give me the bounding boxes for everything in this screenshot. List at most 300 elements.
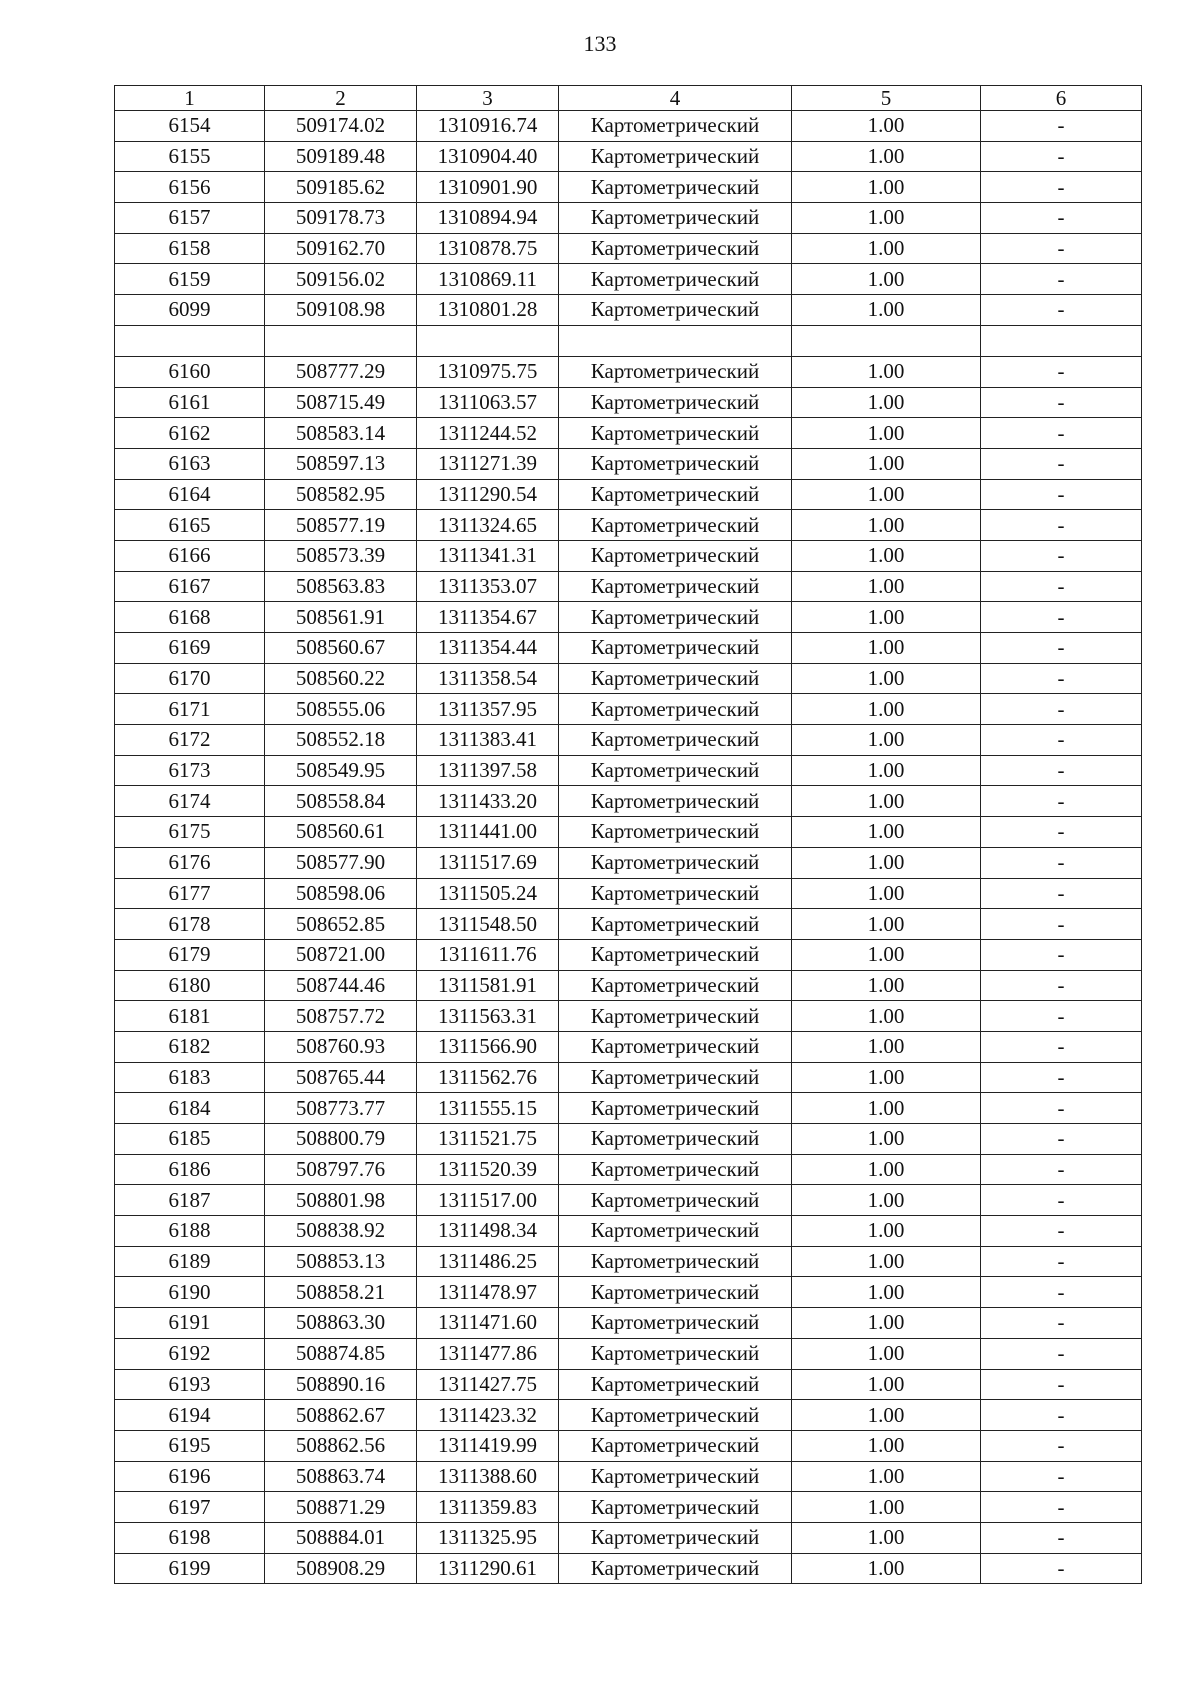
y-coordinate-cell: 1311358.54 bbox=[417, 663, 559, 694]
point-number-cell: 6163 bbox=[115, 448, 265, 479]
x-coordinate-cell: 508549.95 bbox=[265, 755, 417, 786]
x-coordinate-cell: 508582.95 bbox=[265, 479, 417, 510]
y-coordinate-cell: 1310894.94 bbox=[417, 203, 559, 234]
point-number-cell: 6195 bbox=[115, 1430, 265, 1461]
point-number-cell: 6175 bbox=[115, 817, 265, 848]
description-cell: - bbox=[981, 1185, 1142, 1216]
x-coordinate-cell: 508598.06 bbox=[265, 878, 417, 909]
method-cell: Картометрический bbox=[559, 356, 792, 387]
y-coordinate-cell: 1311471.60 bbox=[417, 1308, 559, 1339]
description-cell: - bbox=[981, 1461, 1142, 1492]
table-row bbox=[115, 1400, 1142, 1431]
table-row bbox=[115, 1062, 1142, 1093]
x-coordinate-cell: 508863.74 bbox=[265, 1461, 417, 1492]
table-row bbox=[115, 663, 1142, 694]
x-coordinate-cell: 508777.29 bbox=[265, 356, 417, 387]
x-coordinate-cell: 509174.02 bbox=[265, 111, 417, 142]
method-cell: Картометрический bbox=[559, 1522, 792, 1553]
y-coordinate-cell: 1311427.75 bbox=[417, 1369, 559, 1400]
x-coordinate-cell: 509178.73 bbox=[265, 203, 417, 234]
table-row bbox=[115, 1492, 1142, 1523]
accuracy-cell: 1.00 bbox=[792, 847, 981, 878]
table-row bbox=[115, 172, 1142, 203]
table-row bbox=[115, 1430, 1142, 1461]
point-number-cell: 6165 bbox=[115, 510, 265, 541]
description-cell: - bbox=[981, 233, 1142, 264]
point-number-cell: 6198 bbox=[115, 1522, 265, 1553]
accuracy-cell: 1.00 bbox=[792, 295, 981, 326]
y-coordinate-cell: 1311611.76 bbox=[417, 939, 559, 970]
x-coordinate-cell: 508577.19 bbox=[265, 510, 417, 541]
table-row bbox=[115, 1308, 1142, 1339]
accuracy-cell: 1.00 bbox=[792, 1338, 981, 1369]
method-cell: Картометрический bbox=[559, 909, 792, 940]
method-cell: Картометрический bbox=[559, 1461, 792, 1492]
point-number-cell: 6184 bbox=[115, 1093, 265, 1124]
accuracy-cell: 1.00 bbox=[792, 1308, 981, 1339]
y-coordinate-cell: 1310975.75 bbox=[417, 356, 559, 387]
y-coordinate-cell: 1311517.00 bbox=[417, 1185, 559, 1216]
accuracy-cell: 1.00 bbox=[792, 540, 981, 571]
header-row bbox=[115, 86, 1142, 111]
y-coordinate-cell: 1311433.20 bbox=[417, 786, 559, 817]
point-number-cell: 6157 bbox=[115, 203, 265, 234]
point-number-cell: 6179 bbox=[115, 939, 265, 970]
table-row bbox=[115, 1093, 1142, 1124]
accuracy-cell: 1.00 bbox=[792, 786, 981, 817]
description-cell: - bbox=[981, 1124, 1142, 1155]
description-cell: - bbox=[981, 1062, 1142, 1093]
accuracy-cell: 1.00 bbox=[792, 1430, 981, 1461]
description-cell: - bbox=[981, 1553, 1142, 1584]
column-header-3: 3 bbox=[417, 86, 559, 111]
accuracy-cell: 1.00 bbox=[792, 1216, 981, 1247]
table-row bbox=[115, 295, 1142, 326]
x-coordinate-cell: 508597.13 bbox=[265, 448, 417, 479]
description-cell: - bbox=[981, 786, 1142, 817]
point-number-cell: 6161 bbox=[115, 387, 265, 418]
x-coordinate-cell: 509185.62 bbox=[265, 172, 417, 203]
method-cell bbox=[559, 325, 792, 356]
x-coordinate-cell: 508862.56 bbox=[265, 1430, 417, 1461]
x-coordinate-cell: 508765.44 bbox=[265, 1062, 417, 1093]
y-coordinate-cell: 1311555.15 bbox=[417, 1093, 559, 1124]
table-row bbox=[115, 817, 1142, 848]
accuracy-cell: 1.00 bbox=[792, 755, 981, 786]
table-row bbox=[115, 847, 1142, 878]
table-row bbox=[115, 141, 1142, 172]
point-number-cell: 6193 bbox=[115, 1369, 265, 1400]
accuracy-cell: 1.00 bbox=[792, 387, 981, 418]
method-cell: Картометрический bbox=[559, 755, 792, 786]
accuracy-cell: 1.00 bbox=[792, 939, 981, 970]
table-row bbox=[115, 909, 1142, 940]
y-coordinate-cell: 1311566.90 bbox=[417, 1031, 559, 1062]
description-cell: - bbox=[981, 1246, 1142, 1277]
x-coordinate-cell: 508862.67 bbox=[265, 1400, 417, 1431]
accuracy-cell: 1.00 bbox=[792, 141, 981, 172]
method-cell: Картометрический bbox=[559, 1246, 792, 1277]
accuracy-cell: 1.00 bbox=[792, 1093, 981, 1124]
description-cell: - bbox=[981, 1338, 1142, 1369]
y-coordinate-cell: 1311563.31 bbox=[417, 1001, 559, 1032]
point-number-cell: 6167 bbox=[115, 571, 265, 602]
description-cell: - bbox=[981, 1001, 1142, 1032]
y-coordinate-cell: 1310869.11 bbox=[417, 264, 559, 295]
accuracy-cell: 1.00 bbox=[792, 1369, 981, 1400]
table-row bbox=[115, 203, 1142, 234]
description-cell: - bbox=[981, 448, 1142, 479]
description-cell: - bbox=[981, 1308, 1142, 1339]
table-row bbox=[115, 878, 1142, 909]
description-cell: - bbox=[981, 141, 1142, 172]
x-coordinate-cell: 509156.02 bbox=[265, 264, 417, 295]
table-row bbox=[115, 571, 1142, 602]
point-number-cell: 6183 bbox=[115, 1062, 265, 1093]
method-cell: Картометрический bbox=[559, 1553, 792, 1584]
method-cell: Картометрический bbox=[559, 510, 792, 541]
y-coordinate-cell: 1310904.40 bbox=[417, 141, 559, 172]
accuracy-cell: 1.00 bbox=[792, 878, 981, 909]
description-cell: - bbox=[981, 939, 1142, 970]
y-coordinate-cell: 1311505.24 bbox=[417, 878, 559, 909]
x-coordinate-cell: 508760.93 bbox=[265, 1031, 417, 1062]
method-cell: Картометрический bbox=[559, 1369, 792, 1400]
point-number-cell: 6099 bbox=[115, 295, 265, 326]
method-cell: Картометрический bbox=[559, 633, 792, 664]
coordinates-table bbox=[114, 85, 1142, 1584]
x-coordinate-cell: 508858.21 bbox=[265, 1277, 417, 1308]
method-cell: Картометрический bbox=[559, 1308, 792, 1339]
point-number-cell: 6177 bbox=[115, 878, 265, 909]
point-number-cell: 6162 bbox=[115, 418, 265, 449]
point-number-cell: 6199 bbox=[115, 1553, 265, 1584]
description-cell: - bbox=[981, 1093, 1142, 1124]
method-cell: Картометрический bbox=[559, 602, 792, 633]
point-number-cell: 6160 bbox=[115, 356, 265, 387]
table-row bbox=[115, 479, 1142, 510]
accuracy-cell: 1.00 bbox=[792, 1522, 981, 1553]
y-coordinate-cell: 1311486.25 bbox=[417, 1246, 559, 1277]
description-cell: - bbox=[981, 909, 1142, 940]
point-number-cell: 6191 bbox=[115, 1308, 265, 1339]
y-coordinate-cell: 1311521.75 bbox=[417, 1124, 559, 1155]
accuracy-cell: 1.00 bbox=[792, 203, 981, 234]
table-row bbox=[115, 1277, 1142, 1308]
x-coordinate-cell: 508563.83 bbox=[265, 571, 417, 602]
method-cell: Картометрический bbox=[559, 571, 792, 602]
table-body bbox=[115, 111, 1142, 1584]
method-cell: Картометрический bbox=[559, 1492, 792, 1523]
description-cell: - bbox=[981, 1031, 1142, 1062]
y-coordinate-cell: 1310916.74 bbox=[417, 111, 559, 142]
page-number: 133 bbox=[583, 31, 617, 56]
point-number-cell: 6178 bbox=[115, 909, 265, 940]
table-row bbox=[115, 418, 1142, 449]
point-number-cell: 6169 bbox=[115, 633, 265, 664]
method-cell: Картометрический bbox=[559, 694, 792, 725]
description-cell bbox=[981, 325, 1142, 356]
accuracy-cell: 1.00 bbox=[792, 1185, 981, 1216]
description-cell: - bbox=[981, 510, 1142, 541]
point-number-cell: 6185 bbox=[115, 1124, 265, 1155]
y-coordinate-cell: 1311357.95 bbox=[417, 694, 559, 725]
y-coordinate-cell: 1311498.34 bbox=[417, 1216, 559, 1247]
accuracy-cell: 1.00 bbox=[792, 970, 981, 1001]
y-coordinate-cell: 1311548.50 bbox=[417, 909, 559, 940]
table-row bbox=[115, 1246, 1142, 1277]
table-row bbox=[115, 633, 1142, 664]
accuracy-cell: 1.00 bbox=[792, 694, 981, 725]
accuracy-cell: 1.00 bbox=[792, 909, 981, 940]
method-cell: Картометрический bbox=[559, 1154, 792, 1185]
y-coordinate-cell: 1311581.91 bbox=[417, 970, 559, 1001]
method-cell: Картометрический bbox=[559, 418, 792, 449]
method-cell: Картометрический bbox=[559, 1338, 792, 1369]
point-number-cell: 6168 bbox=[115, 602, 265, 633]
description-cell: - bbox=[981, 847, 1142, 878]
method-cell: Картометрический bbox=[559, 264, 792, 295]
x-coordinate-cell: 508652.85 bbox=[265, 909, 417, 940]
y-coordinate-cell: 1311478.97 bbox=[417, 1277, 559, 1308]
point-number-cell: 6171 bbox=[115, 694, 265, 725]
method-cell: Картометрический bbox=[559, 1093, 792, 1124]
x-coordinate-cell: 508797.76 bbox=[265, 1154, 417, 1185]
description-cell: - bbox=[981, 264, 1142, 295]
point-number-cell: 6182 bbox=[115, 1031, 265, 1062]
column-header-5: 5 bbox=[792, 86, 981, 111]
table-row bbox=[115, 1001, 1142, 1032]
y-coordinate-cell: 1311354.44 bbox=[417, 633, 559, 664]
method-cell: Картометрический bbox=[559, 172, 792, 203]
x-coordinate-cell: 508908.29 bbox=[265, 1553, 417, 1584]
y-coordinate-cell: 1311290.54 bbox=[417, 479, 559, 510]
x-coordinate-cell: 508884.01 bbox=[265, 1522, 417, 1553]
description-cell: - bbox=[981, 1522, 1142, 1553]
x-coordinate-cell: 509189.48 bbox=[265, 141, 417, 172]
method-cell: Картометрический bbox=[559, 295, 792, 326]
accuracy-cell: 1.00 bbox=[792, 172, 981, 203]
y-coordinate-cell: 1311397.58 bbox=[417, 755, 559, 786]
description-cell: - bbox=[981, 1369, 1142, 1400]
x-coordinate-cell: 508552.18 bbox=[265, 725, 417, 756]
accuracy-cell: 1.00 bbox=[792, 1124, 981, 1155]
y-coordinate-cell: 1311388.60 bbox=[417, 1461, 559, 1492]
description-cell: - bbox=[981, 1277, 1142, 1308]
description-cell: - bbox=[981, 356, 1142, 387]
method-cell: Картометрический bbox=[559, 141, 792, 172]
y-coordinate-cell: 1311290.61 bbox=[417, 1553, 559, 1584]
y-coordinate-cell: 1311562.76 bbox=[417, 1062, 559, 1093]
description-cell: - bbox=[981, 540, 1142, 571]
description-cell: - bbox=[981, 172, 1142, 203]
description-cell: - bbox=[981, 387, 1142, 418]
y-coordinate-cell: 1311063.57 bbox=[417, 387, 559, 418]
x-coordinate-cell: 508715.49 bbox=[265, 387, 417, 418]
accuracy-cell: 1.00 bbox=[792, 510, 981, 541]
table-row bbox=[115, 725, 1142, 756]
point-number-cell: 6181 bbox=[115, 1001, 265, 1032]
table-row bbox=[115, 1553, 1142, 1584]
description-cell: - bbox=[981, 418, 1142, 449]
description-cell: - bbox=[981, 878, 1142, 909]
method-cell: Картометрический bbox=[559, 1062, 792, 1093]
description-cell: - bbox=[981, 295, 1142, 326]
description-cell: - bbox=[981, 1216, 1142, 1247]
accuracy-cell: 1.00 bbox=[792, 1001, 981, 1032]
accuracy-cell: 1.00 bbox=[792, 1031, 981, 1062]
table-row bbox=[115, 1461, 1142, 1492]
accuracy-cell: 1.00 bbox=[792, 725, 981, 756]
y-coordinate-cell: 1311419.99 bbox=[417, 1430, 559, 1461]
x-coordinate-cell bbox=[265, 325, 417, 356]
method-cell: Картометрический bbox=[559, 1124, 792, 1155]
y-coordinate-cell: 1311477.86 bbox=[417, 1338, 559, 1369]
method-cell: Картометрический bbox=[559, 111, 792, 142]
method-cell: Картометрический bbox=[559, 725, 792, 756]
x-coordinate-cell: 509108.98 bbox=[265, 295, 417, 326]
point-number-cell: 6158 bbox=[115, 233, 265, 264]
accuracy-cell: 1.00 bbox=[792, 817, 981, 848]
y-coordinate-cell: 1311354.67 bbox=[417, 602, 559, 633]
y-coordinate-cell: 1311271.39 bbox=[417, 448, 559, 479]
method-cell: Картометрический bbox=[559, 479, 792, 510]
description-cell: - bbox=[981, 1492, 1142, 1523]
method-cell: Картометрический bbox=[559, 1400, 792, 1431]
x-coordinate-cell: 508871.29 bbox=[265, 1492, 417, 1523]
method-cell: Картометрический bbox=[559, 1031, 792, 1062]
y-coordinate-cell: 1311341.31 bbox=[417, 540, 559, 571]
method-cell: Картометрический bbox=[559, 970, 792, 1001]
point-number-cell: 6170 bbox=[115, 663, 265, 694]
method-cell: Картометрический bbox=[559, 1430, 792, 1461]
point-number-cell: 6176 bbox=[115, 847, 265, 878]
x-coordinate-cell: 508800.79 bbox=[265, 1124, 417, 1155]
point-number-cell: 6156 bbox=[115, 172, 265, 203]
x-coordinate-cell: 508874.85 bbox=[265, 1338, 417, 1369]
accuracy-cell: 1.00 bbox=[792, 1062, 981, 1093]
y-coordinate-cell: 1311353.07 bbox=[417, 571, 559, 602]
point-number-cell: 6164 bbox=[115, 479, 265, 510]
method-cell: Картометрический bbox=[559, 203, 792, 234]
x-coordinate-cell: 508577.90 bbox=[265, 847, 417, 878]
y-coordinate-cell: 1311423.32 bbox=[417, 1400, 559, 1431]
column-header-2: 2 bbox=[265, 86, 417, 111]
table-row bbox=[115, 970, 1142, 1001]
point-number-cell: 6188 bbox=[115, 1216, 265, 1247]
x-coordinate-cell: 508863.30 bbox=[265, 1308, 417, 1339]
column-header-6: 6 bbox=[981, 86, 1142, 111]
x-coordinate-cell: 508744.46 bbox=[265, 970, 417, 1001]
y-coordinate-cell: 1311441.00 bbox=[417, 817, 559, 848]
accuracy-cell bbox=[792, 325, 981, 356]
point-number-cell: 6187 bbox=[115, 1185, 265, 1216]
column-header-1: 1 bbox=[115, 86, 265, 111]
y-coordinate-cell: 1310878.75 bbox=[417, 233, 559, 264]
table-row bbox=[115, 1216, 1142, 1247]
table-row bbox=[115, 1369, 1142, 1400]
table-row bbox=[115, 1522, 1142, 1553]
table-row bbox=[115, 1338, 1142, 1369]
description-cell: - bbox=[981, 663, 1142, 694]
table-row bbox=[115, 602, 1142, 633]
y-coordinate-cell: 1311244.52 bbox=[417, 418, 559, 449]
y-coordinate-cell: 1310901.90 bbox=[417, 172, 559, 203]
point-number-cell: 6166 bbox=[115, 540, 265, 571]
x-coordinate-cell: 508560.22 bbox=[265, 663, 417, 694]
accuracy-cell: 1.00 bbox=[792, 1277, 981, 1308]
table-row bbox=[115, 233, 1142, 264]
accuracy-cell: 1.00 bbox=[792, 1461, 981, 1492]
point-number-cell: 6196 bbox=[115, 1461, 265, 1492]
method-cell: Картометрический bbox=[559, 878, 792, 909]
method-cell: Картометрический bbox=[559, 663, 792, 694]
table-row bbox=[115, 939, 1142, 970]
point-number-cell: 6155 bbox=[115, 141, 265, 172]
x-coordinate-cell: 508573.39 bbox=[265, 540, 417, 571]
point-number-cell: 6194 bbox=[115, 1400, 265, 1431]
y-coordinate-cell: 1311383.41 bbox=[417, 725, 559, 756]
table-row bbox=[115, 111, 1142, 142]
accuracy-cell: 1.00 bbox=[792, 479, 981, 510]
method-cell: Картометрический bbox=[559, 387, 792, 418]
table-row bbox=[115, 1185, 1142, 1216]
method-cell: Картометрический bbox=[559, 1277, 792, 1308]
point-number-cell: 6173 bbox=[115, 755, 265, 786]
x-coordinate-cell: 508561.91 bbox=[265, 602, 417, 633]
y-coordinate-cell: 1311520.39 bbox=[417, 1154, 559, 1185]
table-row bbox=[115, 1031, 1142, 1062]
description-cell: - bbox=[981, 1430, 1142, 1461]
method-cell: Картометрический bbox=[559, 1185, 792, 1216]
accuracy-cell: 1.00 bbox=[792, 356, 981, 387]
accuracy-cell: 1.00 bbox=[792, 1492, 981, 1523]
x-coordinate-cell: 508560.61 bbox=[265, 817, 417, 848]
point-number-cell: 6189 bbox=[115, 1246, 265, 1277]
x-coordinate-cell: 508853.13 bbox=[265, 1246, 417, 1277]
x-coordinate-cell: 508801.98 bbox=[265, 1185, 417, 1216]
accuracy-cell: 1.00 bbox=[792, 418, 981, 449]
table-row bbox=[115, 694, 1142, 725]
table-row bbox=[115, 264, 1142, 295]
method-cell: Картометрический bbox=[559, 817, 792, 848]
method-cell: Картометрический bbox=[559, 786, 792, 817]
table-row bbox=[115, 1124, 1142, 1155]
description-cell: - bbox=[981, 1154, 1142, 1185]
method-cell: Картометрический bbox=[559, 540, 792, 571]
description-cell: - bbox=[981, 111, 1142, 142]
accuracy-cell: 1.00 bbox=[792, 111, 981, 142]
description-cell: - bbox=[981, 633, 1142, 664]
description-cell: - bbox=[981, 602, 1142, 633]
x-coordinate-cell: 508773.77 bbox=[265, 1093, 417, 1124]
description-cell: - bbox=[981, 203, 1142, 234]
y-coordinate-cell: 1311324.65 bbox=[417, 510, 559, 541]
y-coordinate-cell: 1311325.95 bbox=[417, 1522, 559, 1553]
method-cell: Картометрический bbox=[559, 847, 792, 878]
table-row bbox=[115, 448, 1142, 479]
table-row bbox=[115, 356, 1142, 387]
table-row bbox=[115, 510, 1142, 541]
description-cell: - bbox=[981, 479, 1142, 510]
x-coordinate-cell: 509162.70 bbox=[265, 233, 417, 264]
description-cell: - bbox=[981, 970, 1142, 1001]
point-number-cell: 6172 bbox=[115, 725, 265, 756]
table-row bbox=[115, 387, 1142, 418]
point-number-cell: 6186 bbox=[115, 1154, 265, 1185]
y-coordinate-cell: 1310801.28 bbox=[417, 295, 559, 326]
accuracy-cell: 1.00 bbox=[792, 264, 981, 295]
